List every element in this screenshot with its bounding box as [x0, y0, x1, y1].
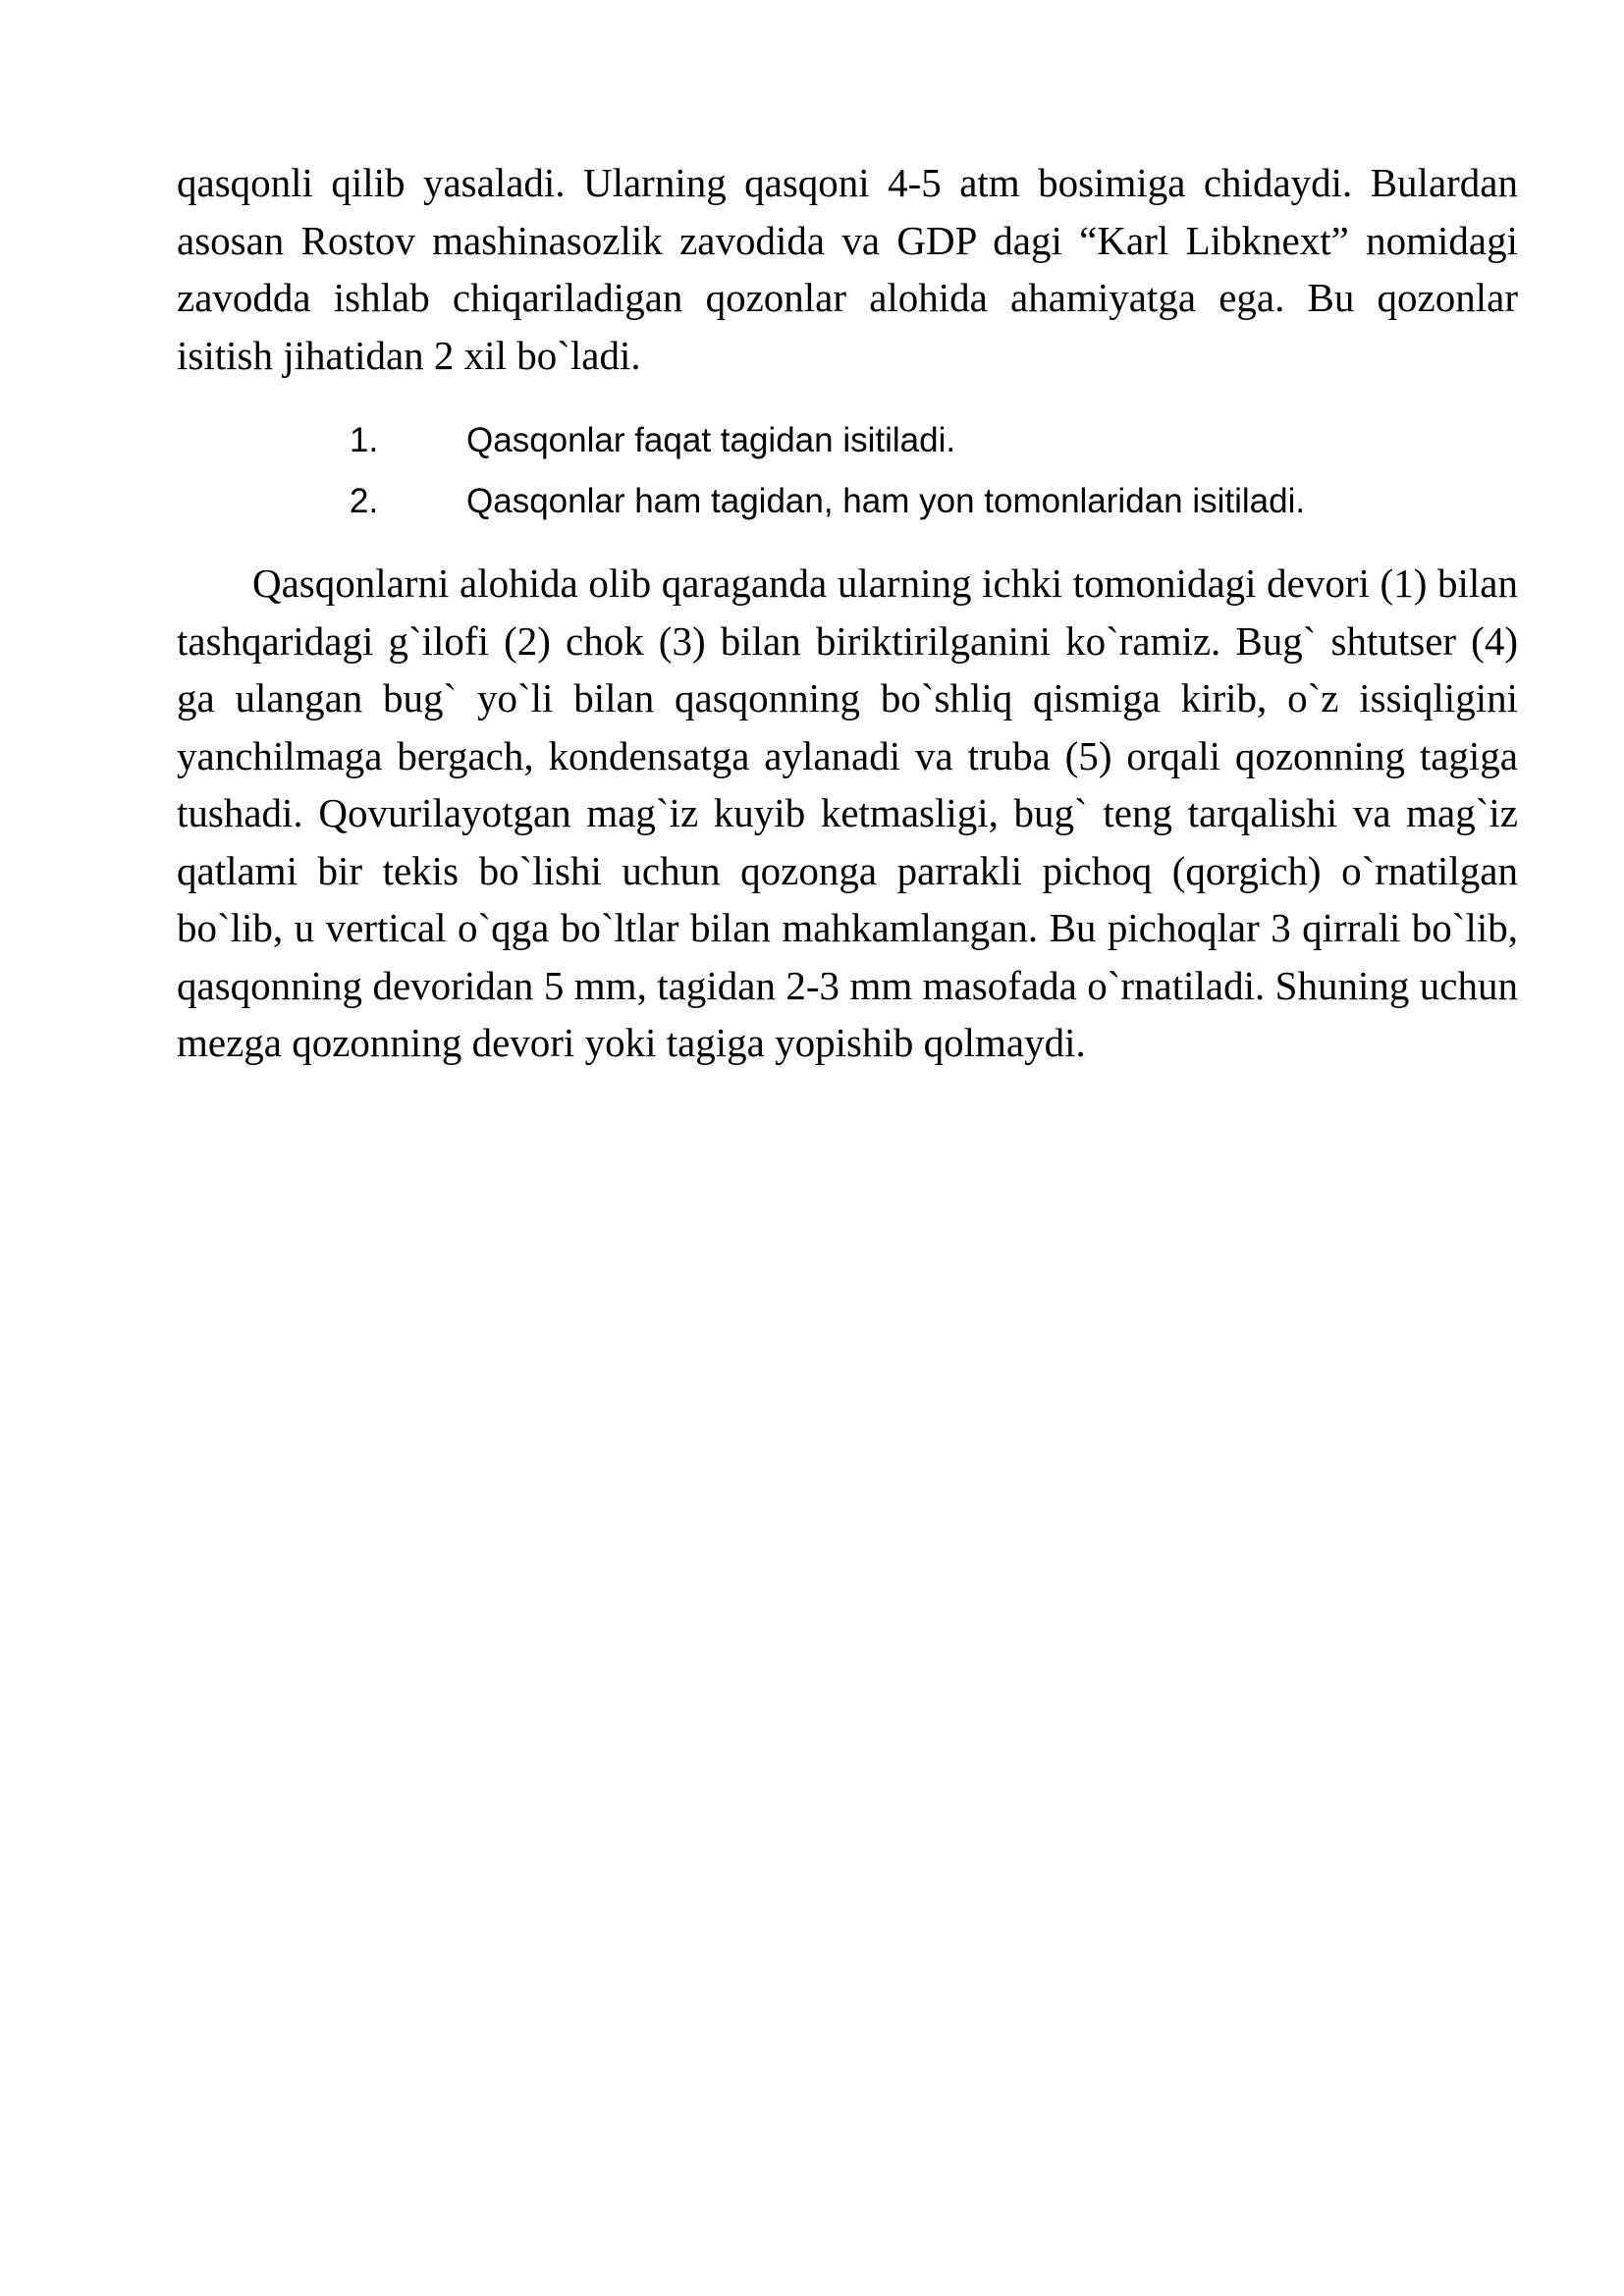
list-item-number: 2. — [350, 482, 379, 520]
list-item — [350, 471, 1528, 532]
list-item — [350, 410, 1528, 471]
numbered-list — [350, 410, 1528, 532]
list-item-text: Qasqonlar ham tagidan, ham yon tomonlaridan isitiladi. — [466, 482, 1306, 520]
paragraph-description: Qasqonlarni alohida olib qaraganda ularning ichki tomonidagi devori (1) bilan tashqaridagi g`ilofi (2) chok (3) bilan biriktirilganini ko`ramiz. Bug` shtutser (4) ga ulangan bug` yo`li bilan qasqonning bo`shliq qismiga kirib, o`z issiqligini yanchilmaga bergach, kondensatga aylanadi va truba (5) orqali qozonning tagiga tushadi. Qovurilayotgan mag`iz kuyib ketmasligi, bug` teng tarqalishi va mag`iz qatlami bir tekis bo`lishi uchun qozonga parrakli pichoq (qorgich) o`rnatilgan bo`lib, u vertical o`qga bo`ltlar bilan mahkamlangan. Bu pichoqlar 3 qirrali bo`lib, qasqonning devoridan 5 mm, tagidan 2-3 mm masofada o`rnatiladi. Shuning uchun mezga qozonning devori yoki tagiga yopishib qolmaydi. — [177, 561, 1518, 1065]
paragraph-intro: qasqonli qilib yasaladi. Ularning qasqoni 4-5 atm bosimiga chidaydi. Bulardan asosan Rostov mashinasozlik zavodida va GDP dagi “Karl Libknext” nomidagi zavodda ishlab chiqariladigan qozonlar alohida ahamiyatga ega. Bu qozonlar isitish jihatidan 2 xil bo`ladi. — [177, 160, 1518, 378]
list-item-text: Qasqonlar faqat tagidan isitiladi. — [466, 421, 956, 459]
list-item-number: 1. — [350, 421, 379, 459]
